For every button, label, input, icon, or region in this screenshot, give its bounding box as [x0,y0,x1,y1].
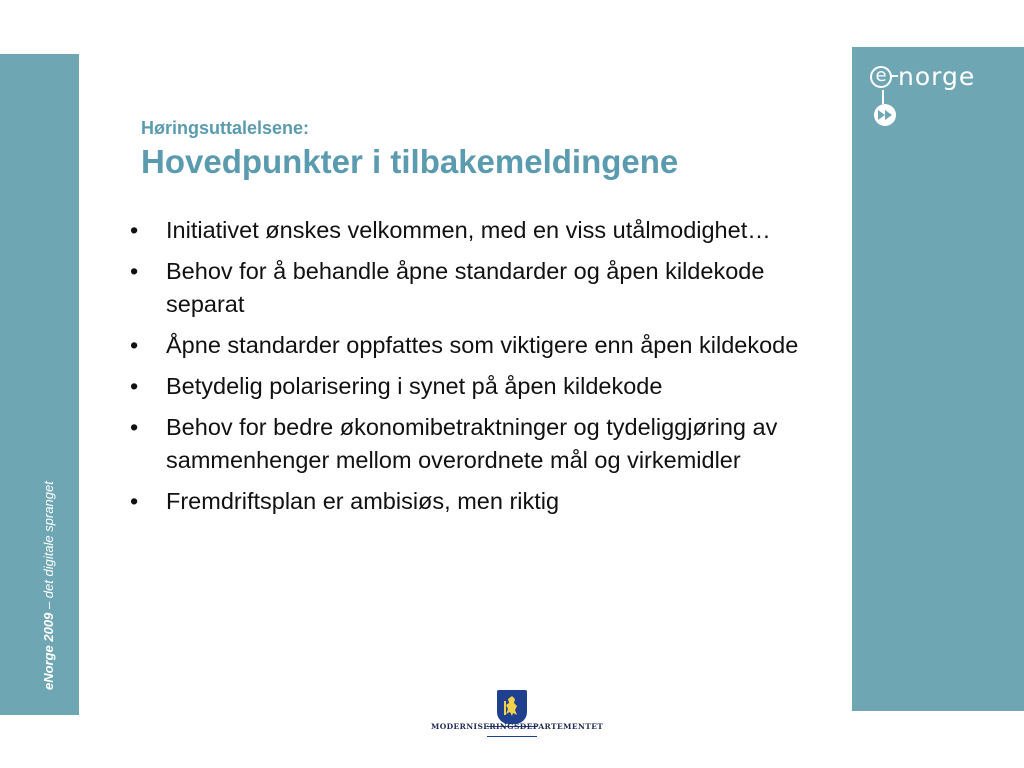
logo-stem-line [882,90,884,104]
bullet-text: Behov for å behandle åpne standarder og åpen kildekode separat [166,258,765,317]
bullet-text: Betydelig polarisering i synet på åpen kildekode [166,373,663,399]
slide-title: Hovedpunkter i tilbakemeldingene [141,143,679,180]
bullet-dot: • [130,488,139,514]
logo-e-letter: e [870,66,892,88]
caption-tagline: – det digitale spranget [41,481,56,613]
department-emblem [431,690,604,740]
left-sidebar-caption [41,481,56,690]
bullet-dot: • [130,258,139,284]
left-sidebar-band [0,54,79,715]
slide-subtitle: Høringsuttalelsene: [141,118,310,138]
bullet-dot: • [130,217,139,243]
logo-text: norge [898,62,976,91]
bullet-item [128,411,818,477]
fast-forward-icon[interactable] [874,104,896,126]
bullet-list [128,214,818,526]
emblem-line-bottom [487,736,537,737]
bullet-item [128,485,818,518]
department-name: MODERNISERINGSDEPARTEMENTET [431,722,604,731]
bullet-text: Åpne standarder oppfattes som viktigere enn åpen kildekode [166,332,799,358]
bullet-dot: • [130,332,139,358]
bullet-dot: • [130,373,139,399]
bullet-text: Behov for bedre økonomibetraktninger og tydeliggjøring av sammenhenger mellom overordnete mål og virkemidler [166,414,778,473]
bullet-item [128,329,818,362]
bullet-dot: • [130,414,139,440]
right-sidebar-band [852,47,1024,711]
bullet-text: Initiativet ønskes velkommen, med en viss utålmodighet… [166,217,771,243]
bullet-item [128,214,818,247]
bullet-item [128,370,818,403]
bullet-text: Fremdriftsplan er ambisiøs, men riktig [166,488,560,514]
coat-of-arms-lion-icon [497,690,527,724]
logo-connector-line [890,75,898,77]
bullet-item [128,255,818,321]
caption-brand: eNorge 2009 [41,612,56,690]
